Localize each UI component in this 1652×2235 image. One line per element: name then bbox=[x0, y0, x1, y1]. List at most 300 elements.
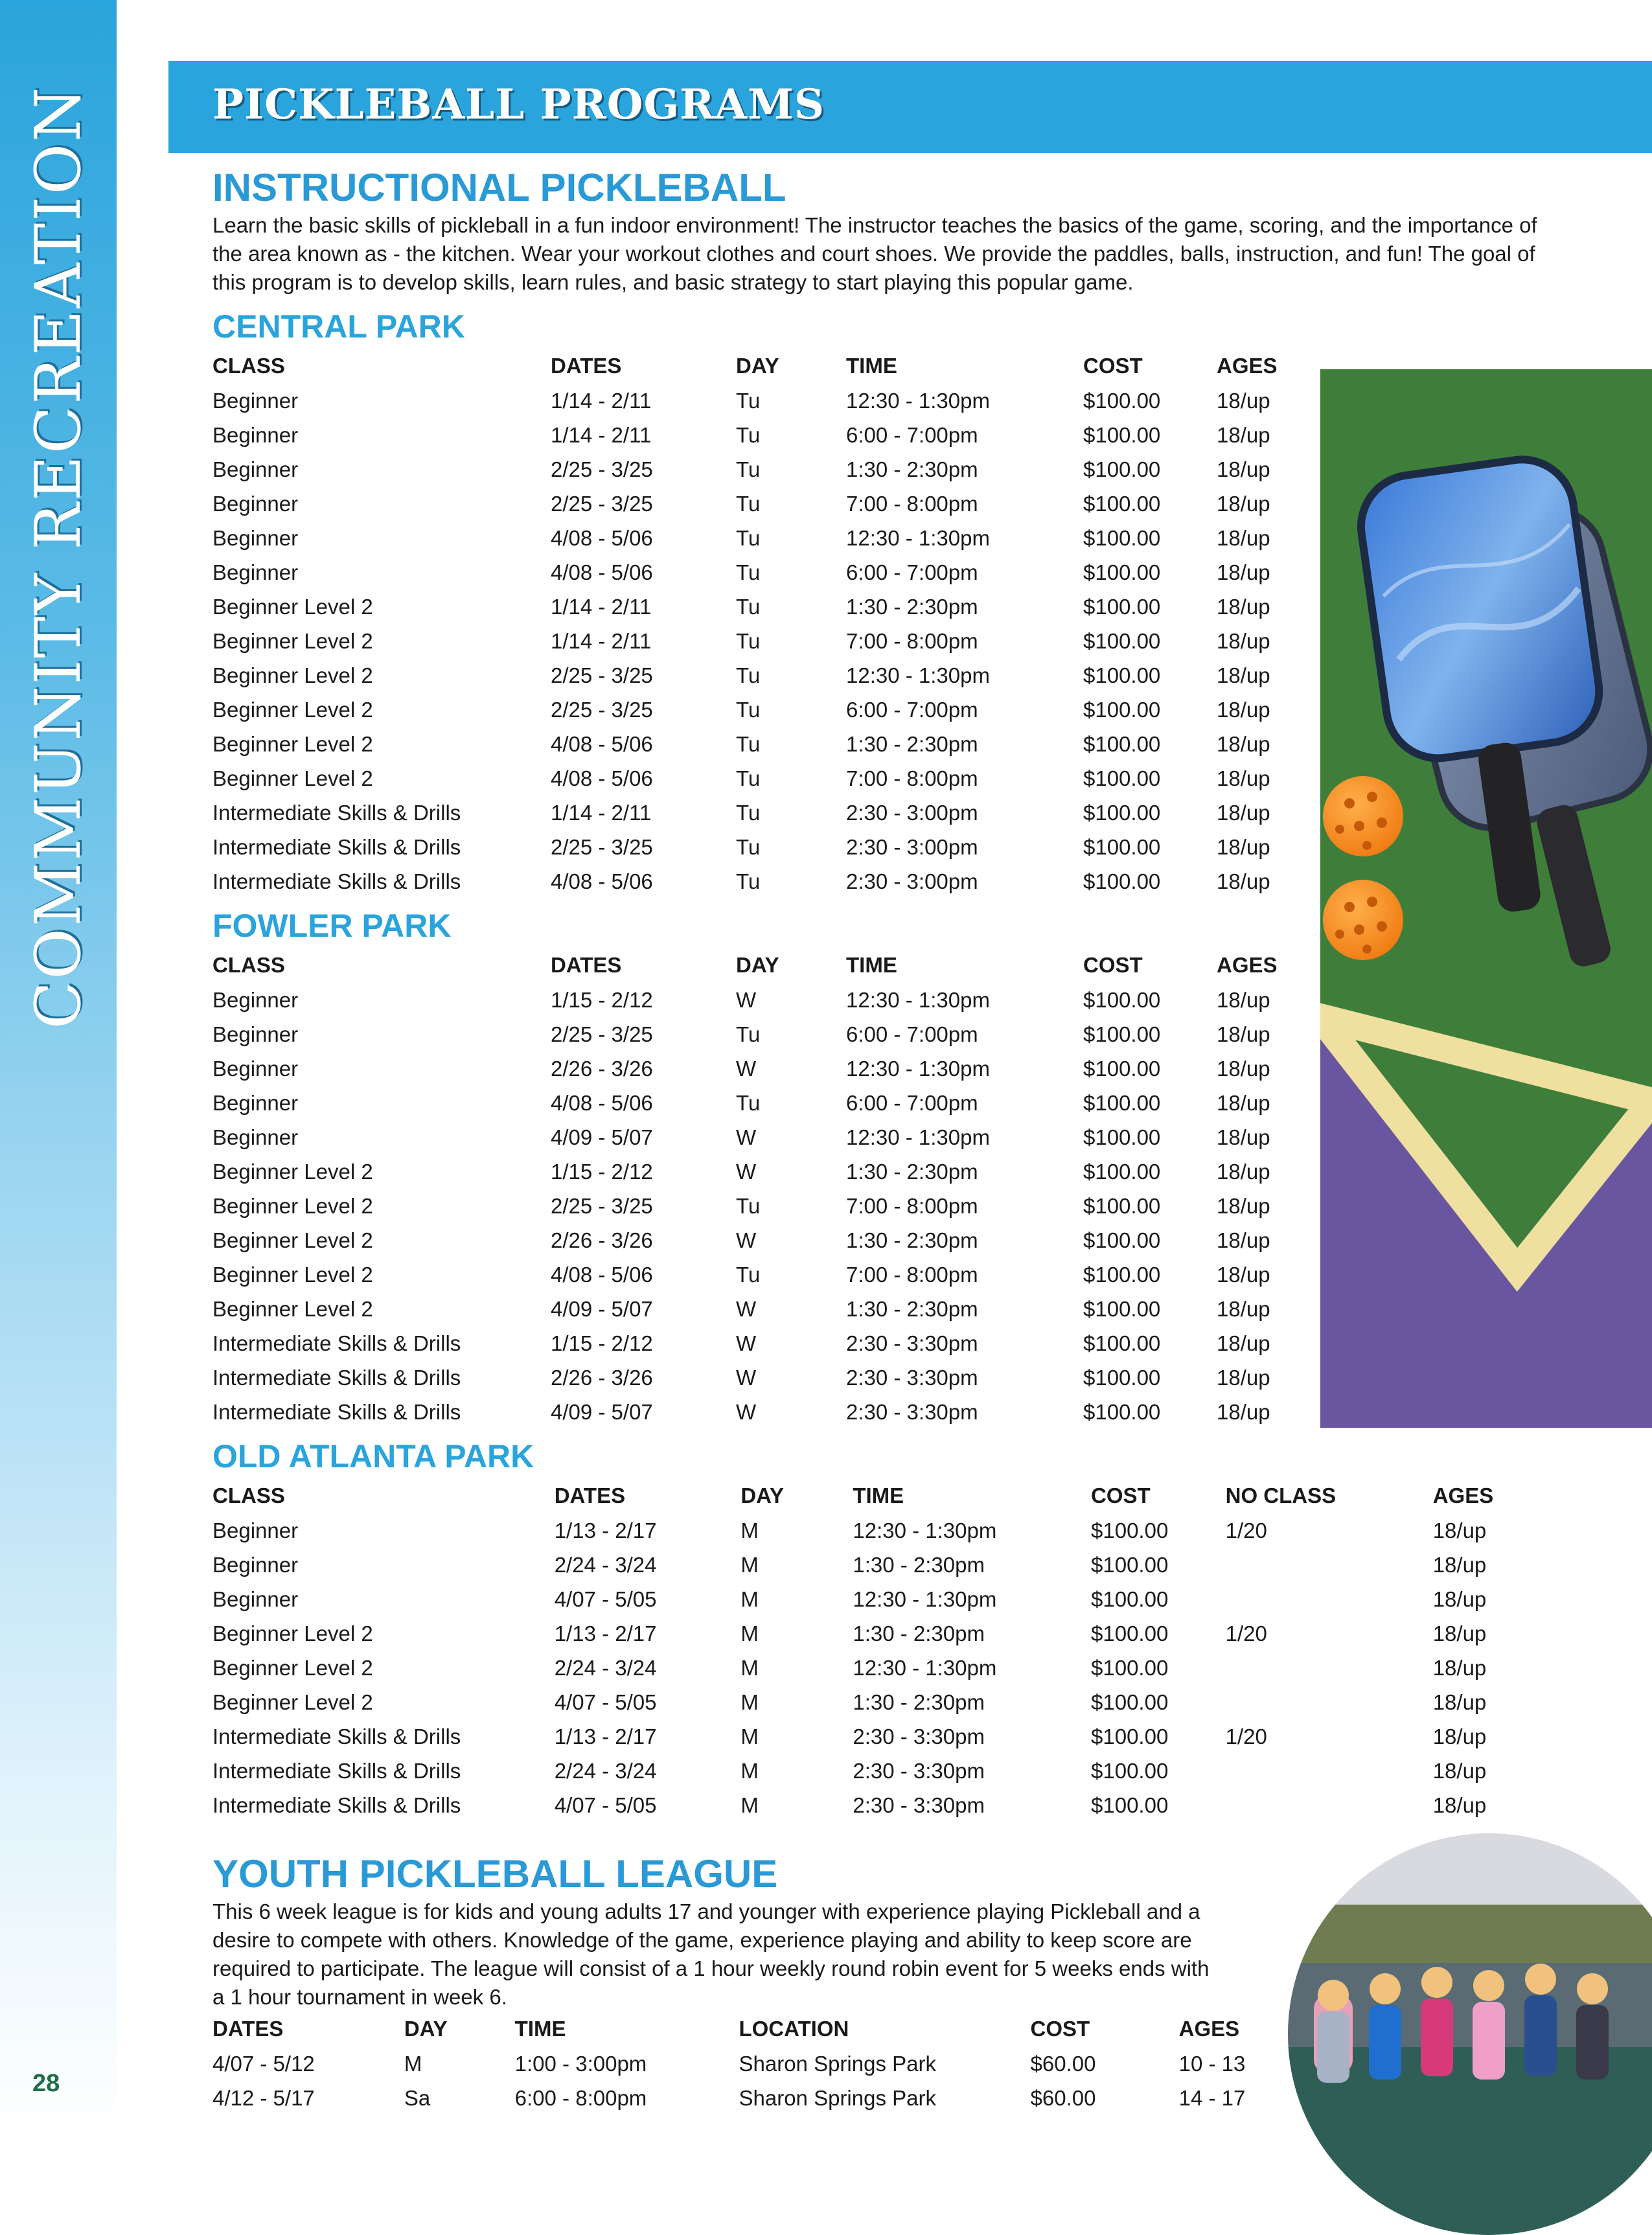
table-row bbox=[212, 830, 1314, 864]
cell-ages: 18/up bbox=[1217, 1159, 1270, 1184]
cell-class: Beginner bbox=[212, 457, 299, 481]
cell-class: Intermediate Skills & Drills bbox=[212, 1758, 461, 1783]
table-header-row bbox=[212, 2012, 1314, 2046]
cell-time: 7:00 - 8:00pm bbox=[846, 1193, 978, 1218]
cell-class: Beginner bbox=[212, 388, 299, 413]
cell-dates: 4/09 - 5/07 bbox=[551, 1125, 653, 1149]
cell-no-class bbox=[1226, 1754, 1433, 1788]
cell-day: W bbox=[736, 987, 757, 1012]
cell-class: Beginner Level 2 bbox=[212, 1228, 373, 1252]
cell-cost: $100.00 bbox=[1083, 731, 1161, 756]
table-row bbox=[212, 624, 1314, 658]
cell-dates: 2/24 - 3/24 bbox=[554, 1552, 657, 1577]
cell-class: Beginner bbox=[212, 1552, 299, 1577]
cell-cost: $100.00 bbox=[1083, 1090, 1161, 1115]
table-row bbox=[212, 1582, 1573, 1616]
column-header-class: CLASS bbox=[212, 1484, 285, 1507]
cell-time: 1:30 - 2:30pm bbox=[846, 457, 978, 481]
cell-time: 6:00 - 7:00pm bbox=[846, 697, 978, 722]
cell-time: 6:00 - 8:00pm bbox=[514, 2085, 647, 2110]
cell-dates: 2/26 - 3/26 bbox=[551, 1365, 653, 1390]
column-header-time: TIME bbox=[853, 1484, 904, 1507]
cell-time: 2:30 - 3:00pm bbox=[846, 869, 978, 893]
column-header-cost: COST bbox=[1083, 953, 1143, 977]
column-header-dates: DATES bbox=[212, 2017, 284, 2041]
cell-dates: 2/25 - 3/25 bbox=[551, 457, 653, 481]
table-row bbox=[212, 1788, 1573, 1822]
cell-dates: 2/25 - 3/25 bbox=[551, 834, 653, 859]
cell-ages: 14 - 17 bbox=[1178, 2085, 1246, 2110]
cell-class: Intermediate Skills & Drills bbox=[212, 1365, 461, 1390]
cell-day: Tu bbox=[736, 663, 761, 687]
cell-ages: 18/up bbox=[1217, 388, 1270, 413]
cell-day: Tu bbox=[736, 560, 761, 584]
cell-time: 2:30 - 3:00pm bbox=[846, 800, 978, 825]
cell-ages: 18/up bbox=[1217, 1125, 1270, 1149]
column-header-time: TIME bbox=[846, 354, 897, 378]
table-row bbox=[212, 1360, 1314, 1395]
cell-cost: $100.00 bbox=[1091, 1758, 1169, 1783]
cell-cost: $100.00 bbox=[1083, 1399, 1161, 1424]
cell-cost: $100.00 bbox=[1083, 457, 1161, 481]
cell-class: Beginner bbox=[212, 1587, 299, 1611]
cell-ages: 18/up bbox=[1217, 525, 1270, 550]
cell-cost: $100.00 bbox=[1091, 1690, 1169, 1714]
cell-cost: $100.00 bbox=[1083, 766, 1161, 790]
cell-cost: $100.00 bbox=[1091, 1621, 1169, 1645]
cell-dates: 4/07 - 5/05 bbox=[554, 1587, 657, 1611]
cell-no-class bbox=[1226, 1788, 1433, 1822]
cell-day: M bbox=[740, 1621, 759, 1645]
cell-day: Tu bbox=[736, 457, 761, 481]
column-header-ages: AGES bbox=[1217, 953, 1278, 977]
cell-cost: $100.00 bbox=[1083, 1056, 1161, 1081]
cell-day: W bbox=[736, 1056, 757, 1081]
table-row bbox=[212, 761, 1314, 796]
cell-cost: $100.00 bbox=[1083, 560, 1161, 584]
cell-time: 12:30 - 1:30pm bbox=[846, 525, 990, 550]
cell-time: 1:30 - 2:30pm bbox=[846, 1159, 978, 1184]
page-title: PICKLEBALL PROGRAMS bbox=[212, 80, 825, 129]
cell-time: 2:30 - 3:30pm bbox=[853, 1758, 985, 1783]
cell-ages: 18/up bbox=[1217, 1399, 1270, 1424]
table-header-row bbox=[212, 1478, 1573, 1513]
column-header-no-class: NO CLASS bbox=[1225, 1484, 1337, 1507]
table-row bbox=[212, 1120, 1314, 1154]
table-row bbox=[212, 796, 1314, 830]
cell-class: Intermediate Skills & Drills bbox=[212, 834, 461, 859]
cell-day: W bbox=[736, 1399, 757, 1424]
cell-day: W bbox=[736, 1331, 757, 1355]
cell-time: 12:30 - 1:30pm bbox=[853, 1655, 997, 1680]
cell-dates: 2/25 - 3/25 bbox=[551, 491, 653, 516]
section-title-youth: YOUTH PICKLEBALL LEAGUE bbox=[212, 1852, 778, 1896]
cell-time: 1:30 - 2:30pm bbox=[846, 594, 978, 619]
page-number: 28 bbox=[32, 2070, 60, 2097]
cell-ages: 18/up bbox=[1217, 1193, 1270, 1218]
cell-time: 2:30 - 3:00pm bbox=[846, 834, 978, 859]
cell-day: Tu bbox=[736, 1022, 761, 1046]
schedule-table-old-atlanta bbox=[212, 1478, 1573, 1822]
cell-class: Beginner bbox=[212, 1056, 299, 1081]
cell-ages: 18/up bbox=[1217, 560, 1270, 584]
cell-day: Tu bbox=[736, 834, 761, 859]
cell-dates: 1/14 - 2/11 bbox=[551, 388, 652, 413]
cell-ages: 18/up bbox=[1217, 834, 1270, 859]
schedule-table-central-park bbox=[212, 349, 1314, 899]
cell-time: 1:30 - 2:30pm bbox=[846, 1296, 978, 1321]
cell-class: Beginner Level 2 bbox=[212, 1296, 373, 1321]
cell-ages: 18/up bbox=[1432, 1552, 1487, 1577]
cell-dates: 2/26 - 3/26 bbox=[551, 1056, 653, 1081]
cell-ages: 18/up bbox=[1217, 1022, 1270, 1046]
cell-class: Intermediate Skills & Drills bbox=[212, 800, 461, 825]
cell-class: Beginner bbox=[212, 560, 299, 584]
cell-ages: 18/up bbox=[1217, 1056, 1270, 1081]
cell-day: M bbox=[404, 2051, 422, 2076]
cell-location: Sharon Springs Park bbox=[739, 2051, 936, 2076]
cell-class: Beginner bbox=[212, 491, 299, 516]
cell-dates: 4/07 - 5/05 bbox=[554, 1690, 657, 1714]
cell-ages: 18/up bbox=[1432, 1655, 1487, 1680]
cell-day: Sa bbox=[404, 2085, 431, 2110]
cell-dates: 4/09 - 5/07 bbox=[551, 1399, 653, 1424]
cell-day: W bbox=[736, 1125, 757, 1149]
cell-day: W bbox=[736, 1228, 757, 1252]
table-row bbox=[212, 487, 1314, 521]
cell-dates: 2/24 - 3/24 bbox=[554, 1758, 657, 1783]
cell-dates: 1/14 - 2/11 bbox=[551, 628, 652, 653]
cell-ages: 18/up bbox=[1217, 766, 1270, 790]
cell-dates: 4/07 - 5/12 bbox=[212, 2051, 315, 2076]
cell-ages: 18/up bbox=[1217, 594, 1270, 619]
column-header-location: LOCATION bbox=[739, 2017, 849, 2041]
cell-time: 2:30 - 3:30pm bbox=[846, 1399, 978, 1424]
cell-cost: $100.00 bbox=[1091, 1655, 1169, 1680]
cell-day: M bbox=[740, 1552, 759, 1577]
table-row bbox=[212, 1189, 1314, 1223]
cell-day: Tu bbox=[736, 525, 761, 550]
cell-day: M bbox=[740, 1587, 759, 1611]
cell-time: 12:30 - 1:30pm bbox=[853, 1518, 997, 1542]
cell-ages: 18/up bbox=[1217, 491, 1270, 516]
cell-ages: 18/up bbox=[1217, 1331, 1270, 1355]
column-header-day: DAY bbox=[736, 354, 779, 378]
cell-cost: $100.00 bbox=[1083, 1022, 1161, 1046]
cell-no-class: 1/20 bbox=[1225, 1621, 1267, 1645]
cell-dates: 1/14 - 2/11 bbox=[551, 422, 652, 447]
instructional-description: Learn the basic skills of pickleball in a fun indoor environment! The instructor teaches the basics of the game, scoring, and the importance of the area known as - the kitchen. Wear your workout clothes and court shoes. We provide the paddles, balls, instruction, and fun! The goal of this program is to develop skills, learn rules, and basic strategy to start playing this popular game. bbox=[212, 213, 1537, 294]
cell-time: 7:00 - 8:00pm bbox=[846, 628, 978, 653]
cell-dates: 4/08 - 5/06 bbox=[551, 766, 653, 790]
cell-class: Beginner bbox=[212, 525, 299, 550]
column-header-cost: COST bbox=[1091, 1484, 1151, 1507]
cell-cost: $100.00 bbox=[1091, 1518, 1169, 1542]
cell-dates: 4/09 - 5/07 bbox=[551, 1296, 653, 1321]
cell-day: Tu bbox=[736, 491, 761, 516]
cell-day: Tu bbox=[736, 388, 761, 413]
cell-no-class: 1/20 bbox=[1225, 1518, 1267, 1542]
cell-location: Sharon Springs Park bbox=[739, 2085, 936, 2110]
column-header-dates: DATES bbox=[551, 354, 622, 378]
cell-time: 6:00 - 7:00pm bbox=[846, 1022, 978, 1046]
cell-cost: $60.00 bbox=[1030, 2051, 1096, 2076]
cell-ages: 18/up bbox=[1432, 1587, 1487, 1611]
table-row bbox=[212, 384, 1314, 418]
cell-dates: 1/13 - 2/17 bbox=[554, 1518, 657, 1542]
table-row bbox=[212, 1257, 1314, 1292]
cell-time: 6:00 - 7:00pm bbox=[846, 1090, 978, 1115]
cell-cost: $100.00 bbox=[1091, 1724, 1169, 1748]
cell-time: 6:00 - 7:00pm bbox=[846, 560, 978, 584]
cell-ages: 18/up bbox=[1432, 1518, 1487, 1542]
cell-cost: $100.00 bbox=[1083, 800, 1161, 825]
table-row bbox=[212, 555, 1314, 590]
cell-ages: 18/up bbox=[1217, 800, 1270, 825]
table-row bbox=[212, 1154, 1314, 1189]
cell-dates: 1/14 - 2/11 bbox=[551, 594, 652, 619]
cell-dates: 1/15 - 2/12 bbox=[551, 987, 653, 1012]
cell-day: Tu bbox=[736, 731, 761, 756]
cell-time: 1:30 - 2:30pm bbox=[853, 1690, 985, 1714]
table-row bbox=[212, 1548, 1573, 1582]
table-row bbox=[212, 1513, 1573, 1548]
column-header-dates: DATES bbox=[551, 953, 622, 977]
cell-cost: $100.00 bbox=[1083, 869, 1161, 893]
cell-dates: 4/08 - 5/06 bbox=[551, 1262, 653, 1287]
cell-time: 12:30 - 1:30pm bbox=[846, 1056, 990, 1081]
sidebar-title: COMMUNITY RECREATION bbox=[22, 85, 95, 1029]
cell-dates: 1/15 - 2/12 bbox=[551, 1331, 653, 1355]
cell-ages: 18/up bbox=[1217, 1365, 1270, 1390]
cell-time: 7:00 - 8:00pm bbox=[846, 491, 978, 516]
table-row bbox=[212, 452, 1314, 487]
cell-dates: 4/07 - 5/05 bbox=[554, 1793, 657, 1817]
cell-cost: $100.00 bbox=[1083, 1228, 1161, 1252]
cell-no-class: 1/20 bbox=[1225, 1724, 1267, 1748]
cell-dates: 1/13 - 2/17 bbox=[554, 1724, 657, 1748]
column-header-time: TIME bbox=[846, 953, 897, 977]
cell-no-class bbox=[1226, 1685, 1433, 1719]
cell-day: Tu bbox=[736, 800, 761, 825]
cell-dates: 1/15 - 2/12 bbox=[551, 1159, 653, 1184]
cell-day: Tu bbox=[736, 766, 761, 790]
cell-cost: $100.00 bbox=[1083, 697, 1161, 722]
sidebar bbox=[0, 0, 117, 2138]
page-banner bbox=[168, 61, 1652, 153]
cell-ages: 18/up bbox=[1217, 457, 1270, 481]
cell-class: Beginner Level 2 bbox=[212, 1193, 373, 1218]
cell-time: 7:00 - 8:00pm bbox=[846, 1262, 978, 1287]
table-row bbox=[212, 1223, 1314, 1257]
cell-class: Intermediate Skills & Drills bbox=[212, 1724, 461, 1748]
cell-dates: 4/08 - 5/06 bbox=[551, 731, 653, 756]
cell-class: Intermediate Skills & Drills bbox=[212, 1793, 461, 1817]
table-row bbox=[212, 1719, 1573, 1754]
cell-time: 1:30 - 2:30pm bbox=[846, 731, 978, 756]
park-title-old-atlanta: OLD ATLANTA PARK bbox=[212, 1438, 534, 1474]
cell-time: 12:30 - 1:30pm bbox=[846, 663, 990, 687]
cell-time: 12:30 - 1:30pm bbox=[853, 1587, 997, 1611]
cell-time: 12:30 - 1:30pm bbox=[846, 987, 990, 1012]
cell-ages: 18/up bbox=[1217, 1296, 1270, 1321]
cell-cost: $100.00 bbox=[1083, 628, 1161, 653]
column-header-class: CLASS bbox=[212, 953, 285, 977]
table-row bbox=[212, 2046, 1314, 2081]
cell-cost: $100.00 bbox=[1083, 1193, 1161, 1218]
cell-day: Tu bbox=[736, 697, 761, 722]
table-row bbox=[212, 1086, 1314, 1120]
section-title-instructional: INSTRUCTIONAL PICKLEBALL bbox=[212, 166, 786, 209]
cell-cost: $100.00 bbox=[1083, 1365, 1161, 1390]
column-header-cost: COST bbox=[1030, 2017, 1090, 2041]
cell-dates: 2/24 - 3/24 bbox=[554, 1655, 657, 1680]
cell-class: Intermediate Skills & Drills bbox=[212, 869, 461, 893]
table-row bbox=[212, 727, 1314, 761]
cell-class: Beginner Level 2 bbox=[212, 766, 373, 790]
cell-dates: 1/14 - 2/11 bbox=[551, 800, 652, 825]
cell-day: Tu bbox=[736, 1193, 761, 1218]
cell-time: 2:30 - 3:30pm bbox=[853, 1793, 985, 1817]
cell-class: Beginner bbox=[212, 987, 299, 1012]
cell-class: Beginner bbox=[212, 1090, 299, 1115]
cell-day: M bbox=[740, 1690, 759, 1714]
column-header-day: DAY bbox=[736, 953, 779, 977]
cell-ages: 18/up bbox=[1217, 731, 1270, 756]
cell-cost: $100.00 bbox=[1083, 1159, 1161, 1184]
cell-class: Beginner bbox=[212, 1518, 299, 1542]
column-header-day: DAY bbox=[740, 1484, 784, 1507]
table-row bbox=[212, 1395, 1314, 1429]
cell-ages: 18/up bbox=[1217, 422, 1270, 447]
cell-day: Tu bbox=[736, 594, 761, 619]
cell-class: Beginner Level 2 bbox=[212, 1655, 373, 1680]
cell-time: 1:30 - 2:30pm bbox=[853, 1552, 985, 1577]
table-row bbox=[212, 983, 1314, 1017]
cell-day: Tu bbox=[736, 628, 761, 653]
cell-class: Beginner bbox=[212, 1022, 299, 1046]
cell-class: Beginner bbox=[212, 422, 299, 447]
cell-ages: 18/up bbox=[1217, 1262, 1270, 1287]
table-header-row bbox=[212, 349, 1314, 384]
cell-time: 12:30 - 1:30pm bbox=[846, 388, 990, 413]
cell-dates: 4/08 - 5/06 bbox=[551, 525, 653, 550]
cell-time: 1:30 - 2:30pm bbox=[846, 1228, 978, 1252]
cell-ages: 18/up bbox=[1217, 628, 1270, 653]
column-header-day: DAY bbox=[404, 2017, 448, 2041]
cell-day: Tu bbox=[736, 1090, 761, 1115]
cell-class: Beginner Level 2 bbox=[212, 1159, 373, 1184]
cell-cost: $100.00 bbox=[1083, 388, 1161, 413]
cell-ages: 18/up bbox=[1432, 1690, 1487, 1714]
cell-class: Beginner Level 2 bbox=[212, 594, 373, 619]
cell-dates: 2/25 - 3/25 bbox=[551, 663, 653, 687]
table-row bbox=[212, 1616, 1573, 1651]
cell-dates: 4/12 - 5/17 bbox=[212, 2085, 315, 2110]
table-row bbox=[212, 1326, 1314, 1360]
cell-ages: 18/up bbox=[1217, 869, 1270, 893]
cell-time: 6:00 - 7:00pm bbox=[846, 422, 978, 447]
cell-class: Beginner Level 2 bbox=[212, 731, 373, 756]
cell-dates: 2/26 - 3/26 bbox=[551, 1228, 653, 1252]
cell-day: Tu bbox=[736, 422, 761, 447]
table-row bbox=[212, 693, 1314, 727]
cell-time: 1:00 - 3:00pm bbox=[514, 2051, 647, 2076]
cell-ages: 18/up bbox=[1432, 1724, 1487, 1748]
cell-no-class bbox=[1226, 1651, 1433, 1685]
column-header-cost: COST bbox=[1083, 354, 1143, 378]
cell-no-class bbox=[1226, 1548, 1433, 1582]
cell-day: M bbox=[740, 1655, 759, 1680]
cell-time: 2:30 - 3:30pm bbox=[846, 1365, 978, 1390]
table-header-row bbox=[212, 948, 1314, 983]
table-row bbox=[212, 1051, 1314, 1086]
table-row bbox=[212, 1651, 1573, 1685]
table-row bbox=[212, 590, 1314, 624]
cell-cost: $100.00 bbox=[1083, 834, 1161, 859]
cell-dates: 4/08 - 5/06 bbox=[551, 869, 653, 893]
cell-time: 7:00 - 8:00pm bbox=[846, 766, 978, 790]
cell-cost: $100.00 bbox=[1083, 594, 1161, 619]
cell-cost: $100.00 bbox=[1083, 422, 1161, 447]
cell-class: Intermediate Skills & Drills bbox=[212, 1331, 461, 1355]
park-title-fowler-park: FOWLER PARK bbox=[212, 908, 452, 944]
table-row bbox=[212, 1685, 1573, 1719]
cell-ages: 18/up bbox=[1432, 1793, 1487, 1817]
cell-dates: 2/25 - 3/25 bbox=[551, 697, 653, 722]
cell-day: M bbox=[740, 1758, 759, 1783]
cell-class: Beginner Level 2 bbox=[212, 1621, 373, 1645]
cell-cost: $100.00 bbox=[1091, 1587, 1169, 1611]
cell-class: Beginner Level 2 bbox=[212, 697, 373, 722]
table-row bbox=[212, 658, 1314, 693]
cell-ages: 18/up bbox=[1217, 987, 1270, 1012]
cell-dates: 4/08 - 5/06 bbox=[551, 1090, 653, 1115]
cell-day: W bbox=[736, 1296, 757, 1321]
cell-ages: 18/up bbox=[1217, 1090, 1270, 1115]
table-row bbox=[212, 1292, 1314, 1326]
cell-ages: 18/up bbox=[1217, 663, 1270, 687]
table-row bbox=[212, 418, 1314, 452]
cell-ages: 18/up bbox=[1432, 1758, 1487, 1783]
cell-time: 1:30 - 2:30pm bbox=[853, 1621, 985, 1645]
cell-day: Tu bbox=[736, 1262, 761, 1287]
column-header-dates: DATES bbox=[554, 1484, 626, 1507]
table-row bbox=[212, 2081, 1314, 2115]
cell-ages: 18/up bbox=[1217, 1228, 1270, 1252]
cell-class: Beginner Level 2 bbox=[212, 663, 373, 687]
cell-class: Beginner bbox=[212, 1125, 299, 1149]
cell-time: 2:30 - 3:30pm bbox=[853, 1724, 985, 1748]
cell-cost: $100.00 bbox=[1083, 491, 1161, 516]
cell-cost: $100.00 bbox=[1083, 1262, 1161, 1287]
cell-ages: 10 - 13 bbox=[1178, 2051, 1246, 2076]
cell-cost: $100.00 bbox=[1091, 1793, 1169, 1817]
cell-no-class bbox=[1226, 1582, 1433, 1616]
cell-dates: 2/25 - 3/25 bbox=[551, 1193, 653, 1218]
cell-day: M bbox=[740, 1724, 759, 1748]
cell-dates: 1/13 - 2/17 bbox=[554, 1621, 657, 1645]
park-title-central-park: CENTRAL PARK bbox=[212, 308, 465, 345]
cell-day: W bbox=[736, 1365, 757, 1390]
court-photo bbox=[1320, 369, 1652, 1428]
column-header-ages: AGES bbox=[1217, 354, 1278, 378]
cell-cost: $100.00 bbox=[1083, 1296, 1161, 1321]
cell-day: M bbox=[740, 1793, 759, 1817]
cell-day: M bbox=[740, 1518, 759, 1542]
cell-class: Beginner Level 2 bbox=[212, 628, 373, 653]
cell-dates: 2/25 - 3/25 bbox=[551, 1022, 653, 1046]
